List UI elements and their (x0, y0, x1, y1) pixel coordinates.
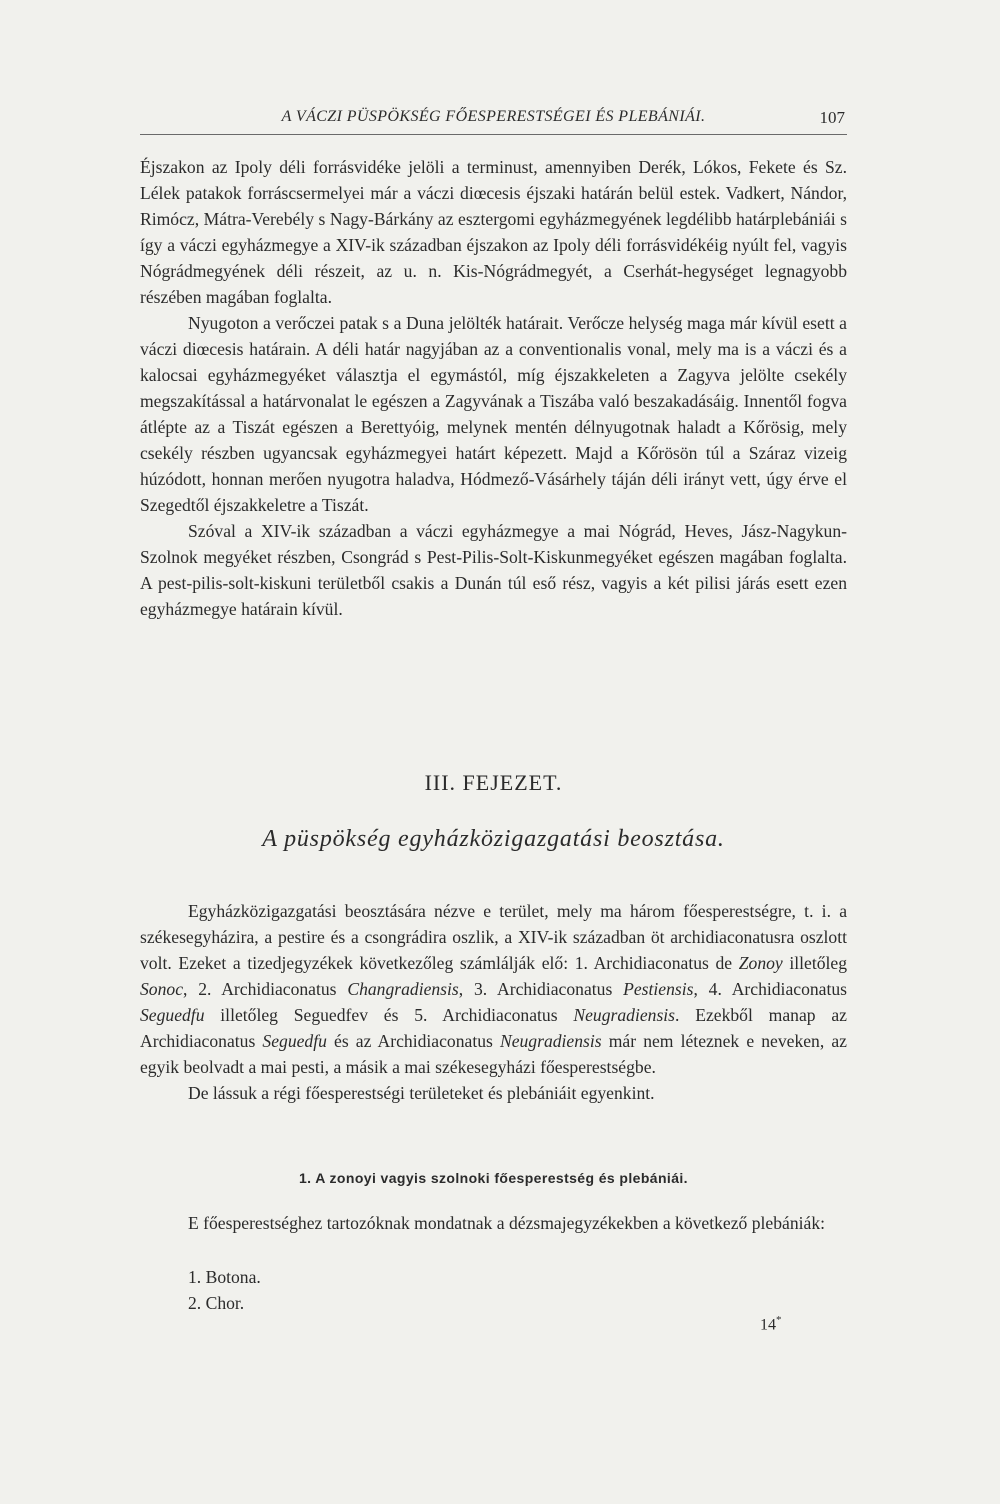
parish-list (188, 1264, 261, 1316)
running-header (140, 108, 847, 135)
text-block-borders (140, 154, 847, 622)
list-item: 1. Botona. (188, 1267, 261, 1287)
paragraph-north-border: Éjszakon az Ipoly déli forrásvidéke jelöli a terminust, amennyiben Derék, Lókos, Fekete és Sz. Lélek patakok forráscsermelyei már a váczi diœcesis éjszaki határán belül estek. Vadkert, Nándor, Rimócz, Mátra-Verebély s Nagy-Bárkány az esztergomi egyházmegyének legdélibb határplebániái s így a váczi egyházmegye a XIV-ik században éjszakon az Ipoly déli forrásvidékéig nyúlt fel, vagyis Nógrádmegyének déli részeit, az u. n. Kis-Nógrádmegyét, a Cserhát-hegységet legnagyobb részében magában foglalta. (140, 157, 847, 307)
section-heading: 1. A zonoyi vagyis szolnoki főesperestség és plebániái. (299, 1170, 688, 1186)
paragraph-west-south-border: Nyugoton a verőczei patak s a Duna jelölték határait. Verőcze helység maga már kívül esett a váczi diœcesis határain. A déli határ nagyjában az a conventionalis vonal, mely ma is a váczi és a kalocsai egyházmegyéket választja el egymástól, míg éjszakkeleten a Zagyva jelölte csekély megszakítással a határvonalat le egészen a Zagyvának a Tiszába való beszakadásáig. Innentől fogva átlépte az a Tiszát egészen a Berettyóig, melynek mentén délnyugotnak haladt a Kőrösig, mely csekély részben ugyancsak egyházmegyei határt képezett. Majd a Kőrösön túl a Száraz vizeig húzódott, honnan merően nyugotra haladva, Hódmező-Vásárhely táján déli irányt vett, úgy érve el Szegedtől éjszakkeletre a Tiszát. (140, 313, 847, 515)
text-block-parishes (140, 1210, 847, 1236)
running-title: A VÁCZI PÜSPÖKSÉG FŐESPERESTSÉGEI ÉS PLEBÁNIÁI. (281, 108, 706, 125)
text-block-administration (140, 898, 847, 1106)
paragraph-transition: De lássuk a régi főesperestségi területeket és plebániáit egyenkint. (188, 1083, 655, 1103)
printer-signature-mark: 14* (760, 1314, 782, 1334)
paragraph-archidiaconatus: Egyházközigazgatási beosztására nézve e terület, mely ma három főesperestségre, t. i. a székesegyházira, a pestire és a csongrádira oszlik, a XIV-ik században öt archidiaconatusra oszlott volt. Ezeket a tizedjegyzékek következőleg számlálják elő: 1. Archidiaconatus de Zonoy illetőleg Sonoc, 2. Archidiaconatus Changradiensis, 3. Archidiaconatus Pestiensis, 4. Archidiaconatus Seguedfu illetőleg Seguedfev és 5. Archidiaconatus Neugradiensis. Ezekből manap az Archidiaconatus Seguedfu és az Archidiaconatus Neugradiensis már nem léteznek e neveken, az egyik beolvadt a mai pesti, a másik a mai székesegyházi főesperestségbe. (140, 901, 848, 1077)
chapter-subtitle: A püspökség egyházközigazgatási beosztása. (262, 826, 725, 852)
page-number: 107 (819, 108, 845, 127)
paragraph-parishes-intro: E főesperestséghez tartozóknak mondatnak a dézsmajegyzékekben a következő plebániák: (188, 1213, 826, 1233)
list-item: 2. Chor. (188, 1293, 245, 1313)
paragraph-summary: Szóval a XIV-ik században a váczi egyházmegye a mai Nógrád, Heves, Jász-Nagykun-Szolnok megyéket részben, Csongrád s Pest-Pilis-Solt-Kiskunmegyéket egészen magában foglalta. A pest-pilis-solt-kiskuni területből csakis a Dunán túl eső rész, vagyis a két pilisi járás esett ezen egyházmegye határain kívül. (140, 521, 847, 619)
chapter-title: III. FEJEZET. (424, 770, 563, 795)
